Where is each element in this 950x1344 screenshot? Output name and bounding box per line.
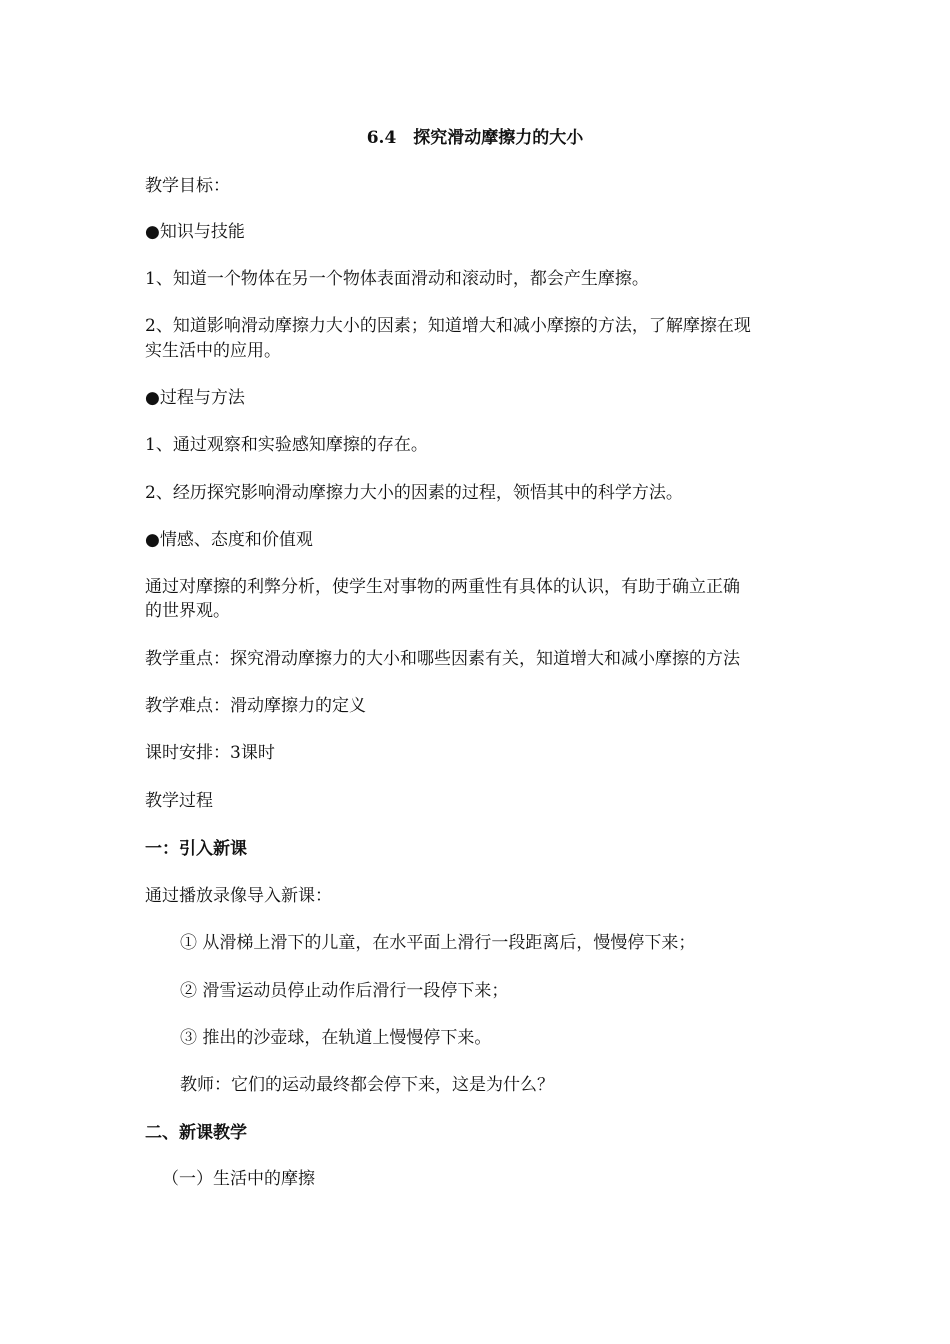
knowledge-item-2-line2: 实生活中的应用。: [145, 341, 281, 361]
goals-heading: 教学目标：: [145, 176, 230, 196]
schedule: 课时安排：3课时: [145, 743, 275, 763]
section1-heading: 一：引入新课: [145, 839, 247, 859]
process-heading: ●过程与方法: [145, 388, 245, 408]
document-title: 6.4 探究滑动摩擦力的大小: [366, 128, 584, 148]
difficulty: 教学难点：滑动摩擦力的定义: [145, 696, 366, 716]
knowledge-item-1: 1、知道一个物体在另一个物体表面滑动和滚动时，都会产生摩擦。: [145, 269, 649, 289]
section2-heading: 二、新课教学: [145, 1123, 247, 1143]
key-point: 教学重点：探究滑动摩擦力的大小和哪些因素有关，知道增大和减小摩擦的方法: [145, 649, 740, 669]
intro-item-3: ③ 推出的沙壶球，在轨道上慢慢停下来。: [180, 1028, 492, 1048]
process-item-2: 2、经历探究影响滑动摩擦力大小的因素的过程，领悟其中的科学方法。: [145, 483, 683, 503]
knowledge-heading: ●知识与技能: [145, 222, 245, 242]
emotion-line-2: 的世界观。: [145, 601, 230, 621]
process-item-1: 1、通过观察和实验感知摩擦的存在。: [145, 435, 428, 455]
emotion-heading: ●情感、态度和价值观: [145, 530, 313, 550]
emotion-line-1: 通过对摩擦的利弊分析，使学生对事物的两重性有具体的认识，有助于确立正确: [145, 577, 740, 597]
knowledge-item-2-line1: 2、知道影响滑动摩擦力大小的因素；知道增大和减小摩擦的方法，了解摩擦在现: [145, 316, 751, 336]
section1-intro: 通过播放录像导入新课：: [145, 886, 332, 906]
teacher-question: 教师：它们的运动最终都会停下来，这是为什么？: [180, 1075, 554, 1095]
process-title: 教学过程: [145, 791, 213, 811]
intro-item-1: ① 从滑梯上滑下的儿童，在水平面上滑行一段距离后，慢慢停下来；: [180, 933, 696, 953]
subsection-1: （一）生活中的摩擦: [162, 1169, 315, 1189]
intro-item-2: ② 滑雪运动员停止动作后滑行一段停下来；: [180, 981, 509, 1001]
